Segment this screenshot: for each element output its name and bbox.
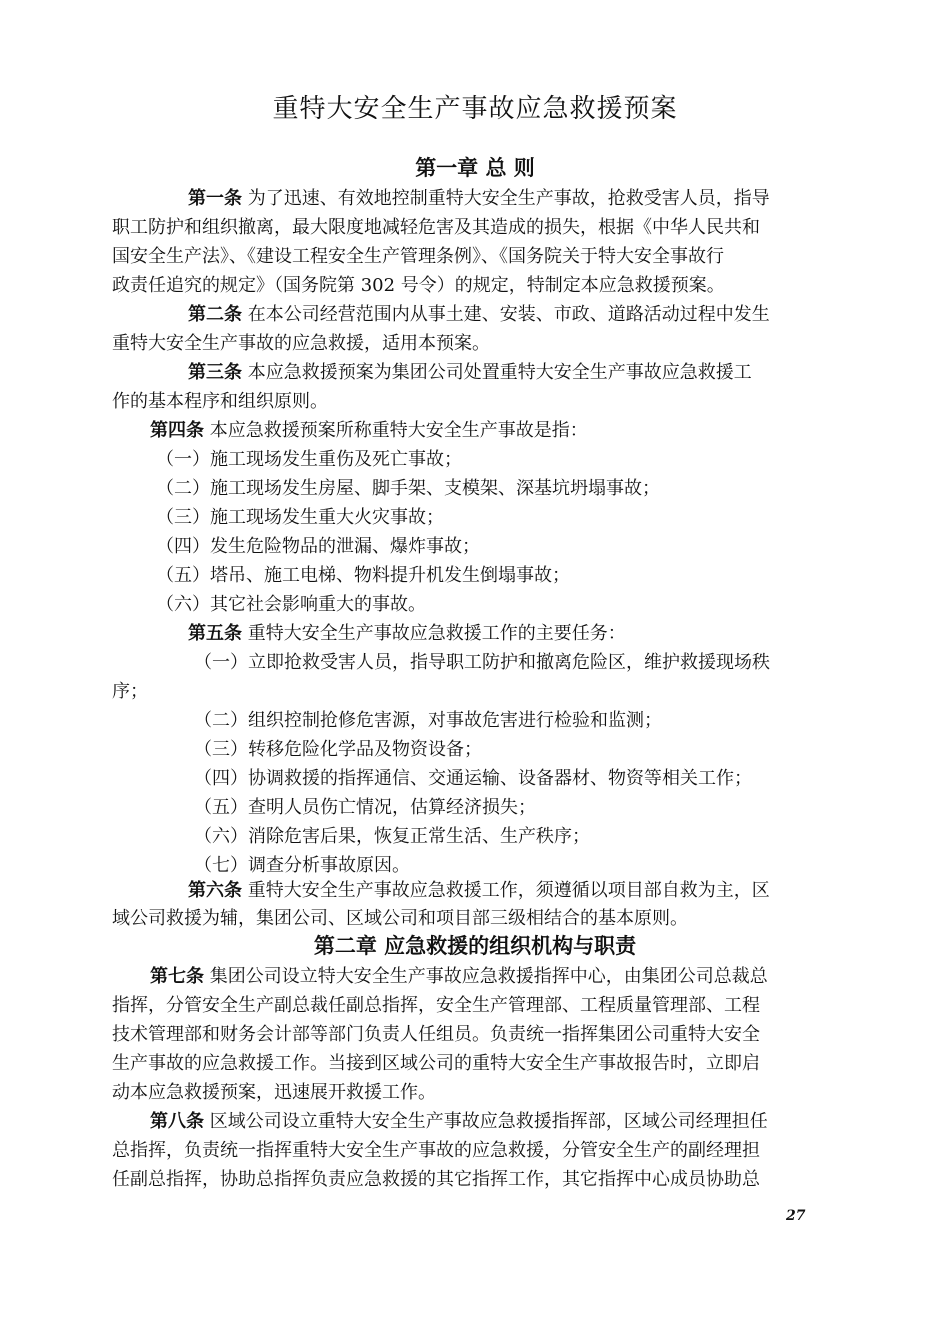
article-4-item: （五）塔吊、施工电梯、物料提升机发生倒塌事故；: [156, 565, 570, 586]
article-6-label: 第六条: [188, 880, 242, 901]
article-6-line-2: 域公司救援为辅，集团公司、区域公司和项目部三级相结合的基本原则。: [112, 908, 688, 929]
article-5-item: （六）消除危害后果，恢复正常生活、生产秩序；: [194, 826, 590, 847]
article-4-item: （二）施工现场发生房屋、脚手架、支模架、深基坑坍塌事故；: [156, 478, 660, 499]
article-1-label: 第一条: [188, 188, 242, 209]
article-8-label: 第八条: [150, 1111, 204, 1132]
article-2-text: 在本公司经营范围内从事土建、安装、市政、道路活动过程中发生: [247, 304, 770, 325]
article-5-line-1: [188, 619, 888, 648]
article-4-line-1: [150, 416, 850, 445]
article-5-item: （一）立即抢救受害人员，指导职工防护和撤离危险区，维护救援现场秩: [194, 652, 770, 673]
article-3-line-1: [188, 358, 888, 387]
chapter-2-heading: 第二章 应急救援的组织机构与职责: [313, 933, 637, 958]
article-5-item: （三）转移危险化学品及物资设备；: [194, 739, 482, 760]
article-8-text: 区域公司设立重特大安全生产事故应急救援指挥部，区域公司经理担任: [209, 1111, 768, 1132]
article-8-line-1: [150, 1107, 850, 1136]
article-4-item: （六）其它社会影响重大的事故。: [156, 594, 426, 615]
article-2-line-1: [188, 300, 888, 329]
article-2-label: 第二条: [188, 304, 242, 325]
article-4-text: 本应急救援预案所称重特大安全生产事故是指：: [209, 420, 588, 441]
article-5-label: 第五条: [188, 623, 242, 644]
article-5-item: （四）协调救援的指挥通信、交通运输、设备器材、物资等相关工作；: [194, 768, 752, 789]
article-5-text: 重特大安全生产事故应急救援工作的主要任务：: [247, 623, 626, 644]
article-1-text: 为了迅速、有效地控制重特大安全生产事故，抢救受害人员，指导: [247, 188, 770, 209]
article-7-label: 第七条: [150, 966, 204, 987]
article-4-item: （三）施工现场发生重大火灾事故；: [156, 507, 444, 528]
article-1-line-4: 政责任追究的规定》（国务院第 302 号令）的规定，特制定本应急救援预案。: [112, 275, 725, 296]
article-7-text: 集团公司设立特大安全生产事故应急救援指挥中心，由集团公司总裁总: [209, 966, 768, 987]
article-1-line-3: 国安全生产法》、《建设工程安全生产管理条例》、《国务院关于特大安全事故行: [112, 246, 724, 267]
chapter-1-heading: 第一章 总 则: [415, 155, 535, 180]
article-3-text: 本应急救援预案为集团公司处置重特大安全生产事故应急救援工: [247, 362, 752, 383]
article-7-line-5: 动本应急救援预案，迅速展开救援工作。: [112, 1082, 436, 1103]
article-1-line-2: 职工防护和组织撤离，最大限度地减轻危害及其造成的损失，根据《中华人民共和: [112, 217, 760, 238]
article-2-line-2: 重特大安全生产事故的应急救援，适用本预案。: [112, 333, 490, 354]
article-8-line-2: 总指挥，负责统一指挥重特大安全生产事故的应急救援，分管安全生产的副经理担: [112, 1140, 760, 1161]
article-6-text: 重特大安全生产事故应急救援工作，须遵循以项目部自救为主，区: [247, 880, 770, 901]
article-6-line-1: [188, 876, 888, 905]
article-7-line-2: 指挥，分管安全生产副总裁任副总指挥，安全生产管理部、工程质量管理部、工程: [112, 995, 760, 1016]
article-4-item: （四）发生危险物品的泄漏、爆炸事故；: [156, 536, 480, 557]
article-8-line-3: 任副总指挥，协助总指挥负责应急救援的其它指挥工作，其它指挥中心成员协助总: [112, 1169, 760, 1190]
article-1-line-1: [188, 184, 888, 213]
article-5-item: （二）组织控制抢修危害源，对事故危害进行检验和监测；: [194, 710, 662, 731]
page-number: 27: [786, 1208, 806, 1224]
article-3-label: 第三条: [188, 362, 242, 383]
article-3-line-2: 作的基本程序和组织原则。: [112, 391, 328, 412]
article-4-label: 第四条: [150, 420, 204, 441]
article-7-line-3: 技术管理部和财务会计部等部门负责人任组员。负责统一指挥集团公司重特大安全: [112, 1024, 760, 1045]
article-4-item: （一）施工现场发生重伤及死亡事故；: [156, 449, 462, 470]
document-title: 重特大安全生产事故应急救援预案: [272, 94, 678, 124]
article-5-item-cont: 序；: [112, 681, 148, 702]
article-5-item: （五）查明人员伤亡情况，估算经济损失；: [194, 797, 536, 818]
article-7-line-1: [150, 962, 850, 991]
article-5-item: （七）调查分析事故原因。: [194, 855, 410, 876]
article-7-line-4: 生产事故的应急救援工作。当接到区域公司的重特大安全生产事故报告时，立即启: [112, 1053, 760, 1074]
